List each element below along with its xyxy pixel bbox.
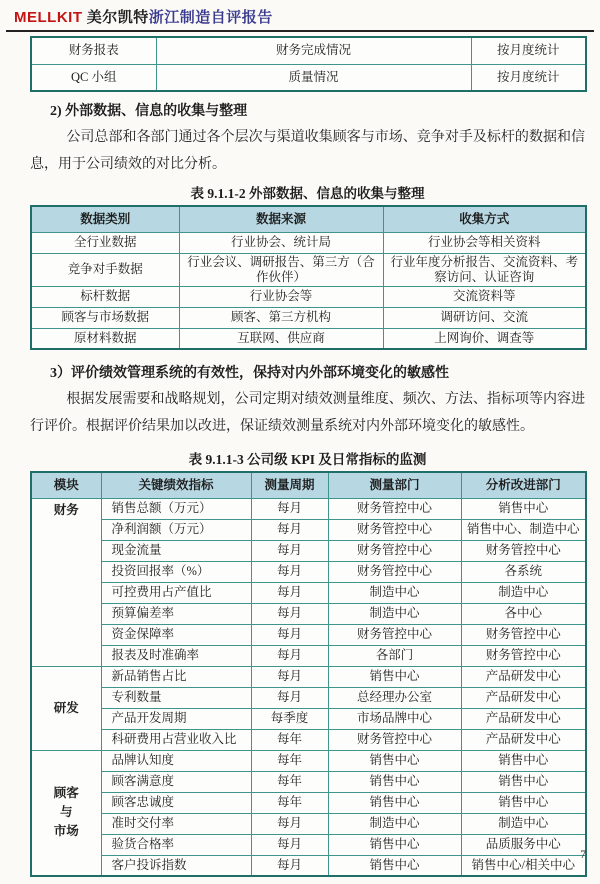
table-header-cell: 收集方式 bbox=[383, 206, 586, 232]
table-cell: 顾客满意度 bbox=[101, 771, 251, 792]
table-cell: 按月度统计 bbox=[471, 64, 586, 91]
table-cell: 质量情况 bbox=[156, 64, 471, 91]
kpi-monitor-table bbox=[30, 471, 587, 877]
table-cell: 制造中心 bbox=[328, 603, 461, 624]
table-row bbox=[31, 582, 586, 603]
section-3-heading: 3）评价绩效管理系统的有效性，保持对内外部环境变化的敏感性 bbox=[50, 366, 449, 381]
brand-logo-text: MELLKIT bbox=[14, 9, 83, 26]
table-row bbox=[31, 64, 586, 91]
table-cell: 销售中心 bbox=[461, 498, 586, 519]
table-row bbox=[31, 687, 586, 708]
table-cell: 品牌认知度 bbox=[101, 750, 251, 771]
table-cell: 销售中心 bbox=[328, 666, 461, 687]
table-cell: 每月 bbox=[251, 855, 328, 876]
table-row bbox=[31, 750, 586, 771]
table-cell: 每年 bbox=[251, 792, 328, 813]
page-number: 7 bbox=[580, 849, 586, 861]
section-2-heading: 2) 外部数据、信息的收集与整理 bbox=[50, 104, 248, 119]
table-cell: 每月 bbox=[251, 498, 328, 519]
table-cell: 财务管控中心 bbox=[328, 624, 461, 645]
table-cell: 制造中心 bbox=[461, 582, 586, 603]
table-header-cell: 模块 bbox=[31, 472, 101, 498]
table-cell: 销售中心 bbox=[328, 834, 461, 855]
table-cell: 总经理办公室 bbox=[328, 687, 461, 708]
table-cell: 客户投诉指数 bbox=[101, 855, 251, 876]
report-title: 浙江制造自评报告 bbox=[148, 10, 273, 26]
table-row bbox=[31, 561, 586, 582]
table-cell: 全行业数据 bbox=[31, 232, 179, 253]
table-cell: 产品研发中心 bbox=[461, 666, 586, 687]
table-row bbox=[31, 813, 586, 834]
table-cell: 销售中心/相关中心 bbox=[461, 855, 586, 876]
table-cell: 各部门 bbox=[328, 645, 461, 666]
table-cell: 财务管控中心 bbox=[461, 624, 586, 645]
table-cell: 产品开发周期 bbox=[101, 708, 251, 729]
section-3-paragraph: 根据发展需要和战略规划，公司定期对绩效测量维度、频次、方法、指标项等内容进行评价。根据评价结果加以改进，保证绩效测量系统对内外部环境变化的敏感性。 bbox=[30, 392, 585, 434]
table-cell: 每月 bbox=[251, 603, 328, 624]
table-9112-caption: 表 9.1.1-2 外部数据、信息的收集与整理 bbox=[190, 186, 425, 201]
table-cell: 每年 bbox=[251, 729, 328, 750]
table-cell: 调研访问、交流 bbox=[383, 307, 586, 328]
table-header-cell: 测量周期 bbox=[251, 472, 328, 498]
table-cell: 每季度 bbox=[251, 708, 328, 729]
report-header bbox=[6, 0, 594, 32]
table-row bbox=[31, 328, 586, 349]
table-cell: 每月 bbox=[251, 834, 328, 855]
table-cell: 每年 bbox=[251, 771, 328, 792]
table-cell: 投资回报率（%） bbox=[101, 561, 251, 582]
table-cell: 现金流量 bbox=[101, 540, 251, 561]
table-cell: 报表及时准确率 bbox=[101, 645, 251, 666]
table-cell: 销售总额（万元） bbox=[101, 498, 251, 519]
table-cell: 可控费用占产值比 bbox=[101, 582, 251, 603]
table-cell: 产品研发中心 bbox=[461, 687, 586, 708]
table-row bbox=[31, 472, 586, 498]
table-cell: 每月 bbox=[251, 813, 328, 834]
table-cell: 行业年度分析报告、交流资料、考察访问、认证咨询 bbox=[383, 253, 586, 286]
table-cell: 竞争对手数据 bbox=[31, 253, 179, 286]
table-cell: 顾客忠诚度 bbox=[101, 792, 251, 813]
table-cell: 交流资料等 bbox=[383, 286, 586, 307]
table-9113-caption: 表 9.1.1-3 公司级 KPI 及日常指标的监测 bbox=[188, 452, 427, 467]
table-cell: 财务管控中心 bbox=[328, 561, 461, 582]
table-cell: 按月度统计 bbox=[471, 37, 586, 64]
table-cell: 销售中心 bbox=[328, 771, 461, 792]
table-cell: 财务管控中心 bbox=[328, 729, 461, 750]
module-cell: 顾客 与 市场 bbox=[31, 750, 101, 876]
brand-name-chinese: 美尔凯特 bbox=[86, 10, 149, 26]
table-cell: 销售中心 bbox=[328, 855, 461, 876]
table-row bbox=[31, 498, 586, 519]
table-row bbox=[31, 232, 586, 253]
table-cell: 每月 bbox=[251, 645, 328, 666]
table-cell: 原材料数据 bbox=[31, 328, 179, 349]
table-cell: 产品研发中心 bbox=[461, 708, 586, 729]
table-cell: 互联网、供应商 bbox=[179, 328, 383, 349]
table-cell: 新品销售占比 bbox=[101, 666, 251, 687]
table-row bbox=[31, 792, 586, 813]
table-cell: 财务报表 bbox=[31, 37, 156, 64]
table-cell: 财务完成情况 bbox=[156, 37, 471, 64]
table-cell: 每月 bbox=[251, 561, 328, 582]
table-cell: 行业会议、调研报告、第三方（合作伙伴） bbox=[179, 253, 383, 286]
table-row bbox=[31, 307, 586, 328]
table-cell: 财务管控中心 bbox=[328, 540, 461, 561]
table-row bbox=[31, 286, 586, 307]
table-cell: 每年 bbox=[251, 750, 328, 771]
table-row bbox=[31, 37, 586, 64]
table-row bbox=[31, 624, 586, 645]
table-row bbox=[31, 834, 586, 855]
table-row bbox=[31, 708, 586, 729]
table-cell: 各中心 bbox=[461, 603, 586, 624]
table-cell: 每月 bbox=[251, 624, 328, 645]
table-header-cell: 数据类别 bbox=[31, 206, 179, 232]
table-header-cell: 测量部门 bbox=[328, 472, 461, 498]
table-cell: 准时交付率 bbox=[101, 813, 251, 834]
table-cell: 资金保障率 bbox=[101, 624, 251, 645]
table-cell: 销售中心 bbox=[328, 750, 461, 771]
table-cell: 科研费用占营业收入比 bbox=[101, 729, 251, 750]
table-row bbox=[31, 603, 586, 624]
table-row bbox=[31, 771, 586, 792]
table-row bbox=[31, 540, 586, 561]
table-cell: 行业协会、统计局 bbox=[179, 232, 383, 253]
table-cell: 每月 bbox=[251, 687, 328, 708]
table-cell: 净利润额（万元） bbox=[101, 519, 251, 540]
table-cell: 产品研发中心 bbox=[461, 729, 586, 750]
table-cell: 财务管控中心 bbox=[328, 519, 461, 540]
table-cell: 财务管控中心 bbox=[461, 645, 586, 666]
table-cell: 每月 bbox=[251, 582, 328, 603]
table-cell: 顾客与市场数据 bbox=[31, 307, 179, 328]
table-cell: 上网询价、调查等 bbox=[383, 328, 586, 349]
table-row bbox=[31, 645, 586, 666]
table-cell: 销售中心 bbox=[461, 792, 586, 813]
section-2-paragraph: 公司总部和各部门通过各个层次与渠道收集顾客与市场、竞争对手及标杆的数据和信息，用于公司绩效的对比分析。 bbox=[30, 130, 585, 172]
table-cell: 制造中心 bbox=[461, 813, 586, 834]
table-cell: 验货合格率 bbox=[101, 834, 251, 855]
table-row bbox=[31, 729, 586, 750]
table-cell: 销售中心 bbox=[461, 750, 586, 771]
continued-table bbox=[30, 36, 587, 92]
table-row bbox=[31, 519, 586, 540]
table-cell: 销售中心 bbox=[461, 771, 586, 792]
table-cell: 财务管控中心 bbox=[328, 498, 461, 519]
table-cell: 行业协会等 bbox=[179, 286, 383, 307]
table-cell: 标杆数据 bbox=[31, 286, 179, 307]
table-row bbox=[31, 253, 586, 286]
table-header-cell: 分析改进部门 bbox=[461, 472, 586, 498]
table-cell: 行业协会等相关资料 bbox=[383, 232, 586, 253]
external-data-table bbox=[30, 205, 587, 350]
table-header-cell: 数据来源 bbox=[179, 206, 383, 232]
table-header-cell: 关键绩效指标 bbox=[101, 472, 251, 498]
table-cell: 销售中心 bbox=[328, 792, 461, 813]
table-cell: 制造中心 bbox=[328, 813, 461, 834]
table-cell: 每月 bbox=[251, 540, 328, 561]
table-cell: 销售中心、制造中心 bbox=[461, 519, 586, 540]
table-cell: QC 小组 bbox=[31, 64, 156, 91]
table-row bbox=[31, 206, 586, 232]
table-cell: 每月 bbox=[251, 666, 328, 687]
table-cell: 财务管控中心 bbox=[461, 540, 586, 561]
table-cell: 市场品牌中心 bbox=[328, 708, 461, 729]
page-content bbox=[30, 36, 585, 877]
module-cell: 研发 bbox=[31, 666, 101, 750]
table-cell: 预算偏差率 bbox=[101, 603, 251, 624]
table-cell: 专利数量 bbox=[101, 687, 251, 708]
table-cell: 各系统 bbox=[461, 561, 586, 582]
table-row bbox=[31, 855, 586, 876]
table-cell: 顾客、第三方机构 bbox=[179, 307, 383, 328]
table-cell: 制造中心 bbox=[328, 582, 461, 603]
module-cell: 财务 bbox=[31, 498, 101, 666]
table-cell: 品质服务中心 bbox=[461, 834, 586, 855]
table-row bbox=[31, 666, 586, 687]
table-cell: 每月 bbox=[251, 519, 328, 540]
